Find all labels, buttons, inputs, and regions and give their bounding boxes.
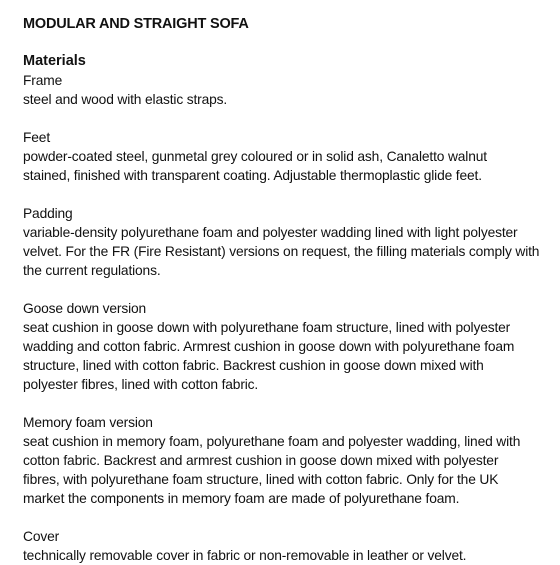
material-label: Padding — [23, 206, 73, 221]
section-heading-materials: Materials — [23, 53, 86, 69]
material-group-cover — [23, 527, 544, 565]
material-description: powder-coated steel, gunmetal grey coloured or in solid ash, Canaletto walnut stained, finished with transparent coating. Adjustable thermoplastic glide feet. — [23, 149, 487, 183]
material-label: Feet — [23, 130, 51, 145]
material-group-memory-foam — [23, 413, 544, 508]
material-label: Cover — [23, 529, 60, 544]
document-title: MODULAR AND STRAIGHT SOFA — [23, 16, 249, 32]
material-label: Memory foam version — [23, 415, 153, 430]
material-group-frame — [23, 71, 544, 109]
material-label: Goose down version — [23, 301, 147, 316]
material-description: seat cushion in goose down with polyurethane foam structure, lined with polyester wadding and cotton fabric. Armrest cushion in goose down with polyurethane foam structure, lined with cotton fabric. Backrest cushion in goose down mixed with polyester fibres, lined with cotton fabric. — [23, 320, 515, 392]
material-group-padding — [23, 204, 544, 280]
material-description: seat cushion in memory foam, polyurethane foam and polyester wadding, lined with cotton fabric. Backrest and armrest cushion in goose down mixed with polyester fibres, with polyurethane foam structure, lined with cotton fabric. Only for the UK market the components in memory foam are made of polyurethane foam. — [23, 434, 521, 506]
material-label: Frame — [23, 73, 63, 88]
material-group-feet — [23, 128, 544, 185]
material-group-goose-down — [23, 299, 544, 394]
material-description: variable-density polyurethane foam and polyester wadding lined with light polyester velvet. For the FR (Fire Resistant) versions on request, the filling materials comply with the current regulations. — [23, 225, 540, 278]
material-description: steel and wood with elastic straps. — [23, 92, 228, 107]
material-description: technically removable cover in fabric or non-removable in leather or velvet. — [23, 548, 467, 563]
